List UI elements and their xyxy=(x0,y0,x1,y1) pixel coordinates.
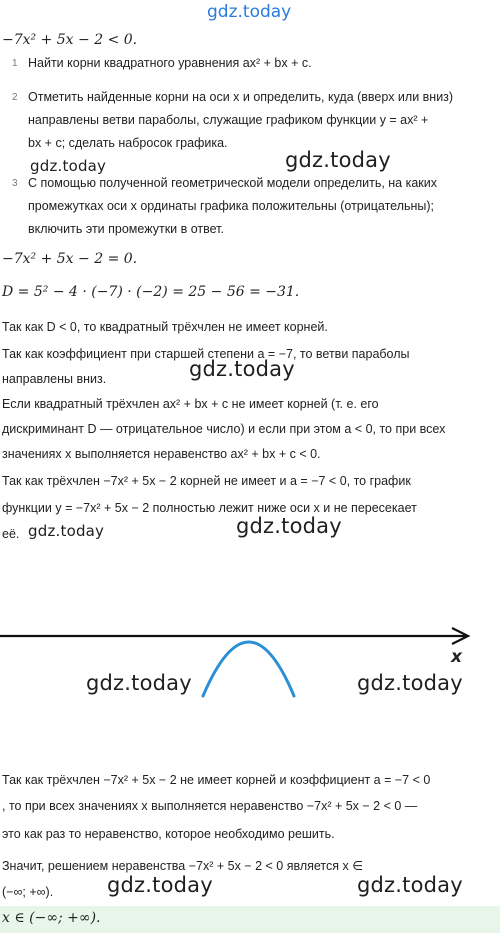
step-line: Отметить найденные корни на оси x и определить, куда (вверх или вниз) xyxy=(28,90,454,104)
step-line: Найти корни квадратного уравнения ax² + bx + c. xyxy=(28,56,312,70)
step-number: 2 xyxy=(12,92,18,103)
watermark: gdz.today xyxy=(357,671,463,695)
watermark: gdz.today xyxy=(236,514,342,538)
paragraph-1: Так как D < 0, то квадратный трёхчлен не имеет корней. xyxy=(2,320,328,334)
paragraph-5-line: , то при всех значениях x выполняется неравенство −7x² + 5x − 2 < 0 — xyxy=(2,799,418,813)
paragraph-6-line: (−∞; +∞). xyxy=(2,885,54,899)
step-line: промежутках оси x ординаты графика положительны (отрицательны); xyxy=(28,199,435,213)
step-line: bx + c; сделать набросок графика. xyxy=(28,136,228,150)
watermark: gdz.today xyxy=(357,873,463,897)
step-line: включить эти промежутки в ответ. xyxy=(28,222,224,236)
paragraph-4-line: её. xyxy=(2,527,20,541)
paragraph-2-line: направлены вниз. xyxy=(2,372,107,386)
watermark: gdz.today xyxy=(189,357,295,381)
equation: −7x² + 5x − 2 = 0. xyxy=(2,251,138,267)
step-line: направлены ветви параболы, служащие графиком функции y = ax² + xyxy=(28,113,429,127)
answer-box xyxy=(0,906,500,933)
paragraph-5-line: это как раз то неравенство, которое необходимо решить. xyxy=(2,827,335,841)
paragraph-3-line: дискриминант D — отрицательное число) и если при этом a < 0, то при всех xyxy=(2,422,446,436)
discriminant: D = 5² − 4 · (−7) · (−2) = 25 − 56 = −31. xyxy=(2,284,300,300)
paragraph-5-line: Так как трёхчлен −7x² + 5x − 2 не имеет корней и коэффициент a = −7 < 0 xyxy=(2,773,431,787)
step-number: 1 xyxy=(12,58,18,69)
step-line: С помощью полученной геометрической модели определить, на каких xyxy=(28,176,438,190)
watermark: gdz.today xyxy=(30,157,107,175)
watermark: gdz.today xyxy=(86,671,192,695)
header-watermark: gdz.today xyxy=(207,2,292,22)
watermark: gdz.today xyxy=(285,148,391,172)
paragraph-6-line: Значит, решением неравенства −7x² + 5x − 2 < 0 является x ∈ xyxy=(2,859,364,873)
watermark: gdz.today xyxy=(28,522,105,540)
paragraph-3-line: Если квадратный трёхчлен ax² + bx + c не имеет корней (т. е. его xyxy=(2,397,379,411)
problem-inequality: −7x² + 5x − 2 < 0. xyxy=(2,32,138,48)
paragraph-2-line: Так как коэффициент при старшей степени a = −7, то ветви параболы xyxy=(2,347,410,361)
paragraph-4-line: функции y = −7x² + 5x − 2 полностью лежит ниже оси x и не пересекает xyxy=(2,501,417,515)
watermark: gdz.today xyxy=(107,873,213,897)
step-number: 3 xyxy=(12,178,18,189)
paragraph-3-line: значениях x выполняется неравенство ax² + bx + c < 0. xyxy=(2,447,321,461)
answer: x ∈ (−∞; +∞). xyxy=(2,910,101,926)
parabola-curve xyxy=(203,642,294,696)
paragraph-4-line: Так как трёхчлен −7x² + 5x − 2 корней не имеет и a = −7 < 0, то график xyxy=(2,474,411,488)
x-axis-label: x xyxy=(451,647,462,667)
